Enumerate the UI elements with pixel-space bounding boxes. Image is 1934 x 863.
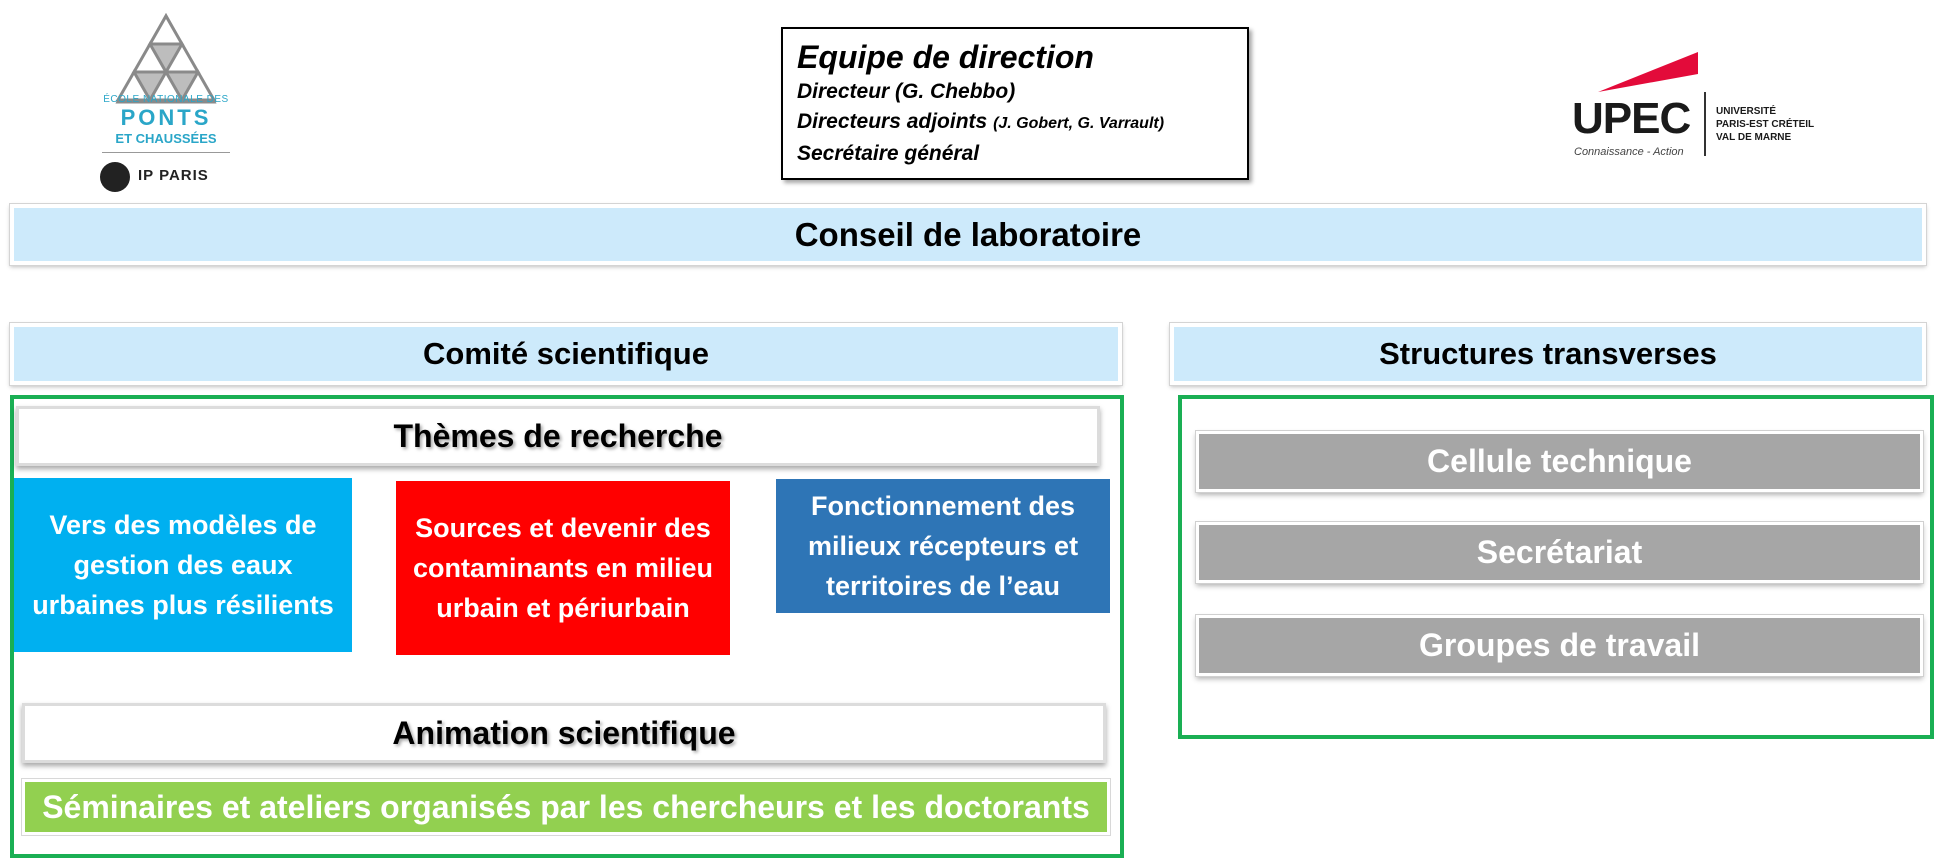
upec-line1: UNIVERSITÉ: [1716, 106, 1777, 117]
upec-divider: [1704, 92, 1706, 156]
direction-title: Equipe de direction: [797, 39, 1094, 75]
direction-secretaire: Secrétaire général: [797, 142, 980, 165]
enpc-line3: ET CHAUSSÉES: [115, 131, 217, 146]
theme-box: Sources et devenir des contaminants en milieu urbain et périurbain: [396, 481, 730, 655]
upec-name: UPEC: [1572, 94, 1691, 143]
adjoints-names: (J. Gobert, G. Varrault): [993, 115, 1165, 132]
structure-item: Groupes de travail: [1196, 615, 1923, 676]
upec-logo: [1568, 52, 1828, 162]
adjoints-label: Directeurs adjoints: [797, 110, 994, 133]
themes-heading: Thèmes de recherche: [16, 406, 1100, 466]
enpc-line1: ÉCOLE NATIONALE DES: [103, 94, 229, 105]
direction-adjoints: [797, 107, 1233, 139]
logo-divider: [102, 152, 230, 153]
upec-line3: VAL DE MARNE: [1716, 132, 1792, 143]
upec-tagline: Connaissance - Action: [1574, 146, 1684, 158]
structures-band: Structures transverses: [1170, 323, 1926, 385]
ip-paris-seal-icon: [100, 162, 130, 192]
animation-heading: Animation scientifique: [22, 703, 1106, 763]
upec-flag-icon: [1598, 52, 1718, 92]
conseil-band: Conseil de laboratoire: [10, 204, 1926, 265]
theme-box: Vers des modèles de gestion des eaux urbaines plus résilients: [14, 478, 352, 652]
direction-directeur: Directeur (G. Chebbo): [797, 80, 1016, 103]
ip-paris-label: IP PARIS: [138, 167, 209, 184]
direction-box: [781, 27, 1249, 180]
enpc-line2: PONTS: [120, 105, 212, 130]
seminaires-box: Séminaires et ateliers organisés par les chercheurs et les doctorants: [22, 779, 1110, 835]
structure-item: Cellule technique: [1196, 431, 1923, 492]
structure-item: Secrétariat: [1196, 522, 1923, 583]
enpc-logo: [96, 12, 236, 198]
comite-band: Comité scientifique: [10, 323, 1122, 385]
theme-box: Fonctionnement des milieux récepteurs et territoires de l’eau: [776, 479, 1110, 613]
upec-line2: PARIS-EST CRÉTEIL: [1716, 119, 1815, 130]
